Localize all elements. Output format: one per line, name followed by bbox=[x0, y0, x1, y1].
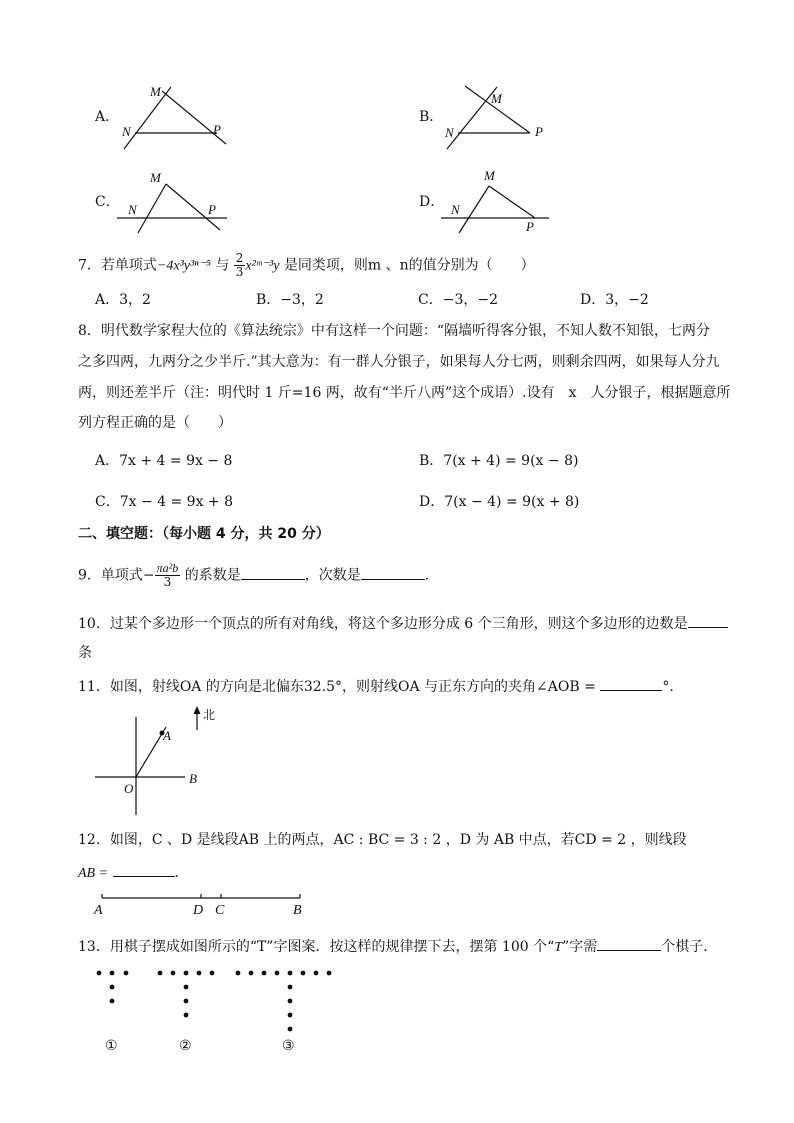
q8-line-2: 之多四两，九两分之少半斤.”其大意为：有一群人分银子，如果每人分七两，则剩余四两，如果每人分九 bbox=[78, 354, 720, 370]
q12-line-2: AB = bbox=[78, 866, 109, 881]
q9-frac-num: πa²b bbox=[156, 561, 179, 575]
q12-end: . bbox=[174, 865, 179, 881]
q9-mid: 的系数是 bbox=[184, 567, 241, 584]
q9-pre: 9．单项式 bbox=[78, 567, 143, 584]
q13-post: ”字需 bbox=[562, 939, 598, 955]
q7-frac-num: 2 bbox=[235, 251, 244, 265]
q8-option-d: D．7(x − 4) = 9(x + 8) bbox=[419, 494, 580, 510]
north-label: 北 bbox=[203, 708, 216, 722]
point-a-label: A bbox=[163, 728, 171, 743]
q8-option-b: B．7(x + 4) = 9(x − 8) bbox=[419, 453, 579, 469]
q11-text: 11．如图，射线OA 的方向是北偏东32.5°，则射线OA 与正东方向的夹角∠AOB = bbox=[78, 679, 596, 695]
q7-pre: 若单项式 bbox=[100, 257, 157, 274]
q8-option-a: A．7x + 4 = 9x − 8 bbox=[95, 453, 233, 469]
t-pattern-3 bbox=[236, 971, 332, 1032]
q9-frac-den: 3 bbox=[163, 575, 172, 589]
section-2-title: 二、填空题：（每小题 4 分，共 20 分） bbox=[78, 526, 330, 542]
pattern-label-2: ② bbox=[179, 1038, 192, 1054]
point-n-label: N bbox=[445, 125, 454, 140]
question-9: 9．单项式− $\frac{\text{πa²b}}{3}$ 的系数是 ，次数是 . bbox=[78, 561, 430, 589]
q7-expr1: −4x³y³ⁿ⁻⁵ bbox=[156, 258, 211, 274]
q11-end: °. bbox=[662, 679, 674, 695]
point-n-label: N bbox=[451, 202, 460, 217]
q10-line-1: 10．过某个多边形一个顶点的所有对角线，将这个多边形分成 6 个三角形，则这个多边形的边数是 bbox=[78, 616, 688, 632]
option-b-label: B． bbox=[419, 109, 444, 125]
t-pattern-2 bbox=[158, 971, 215, 1018]
q9-mid2: ，次数是 bbox=[304, 567, 361, 584]
q8-line-1: 8．明代数学家程大位的《算法统宗》中有这样一个问题：“隔墙听得客分银，不知人数不知银，七两分 bbox=[78, 323, 711, 339]
point-p-label: P bbox=[535, 124, 543, 139]
segment-b-label: B bbox=[293, 903, 302, 918]
segment-d-label: D bbox=[193, 903, 204, 918]
point-m-label: M bbox=[150, 84, 161, 99]
q7-option-b: B．−3，2 bbox=[256, 292, 324, 308]
q13-end: 个棋子． bbox=[661, 939, 718, 955]
q8-option-c: C．7x − 4 = 9x + 8 bbox=[95, 494, 234, 510]
point-m-label: M bbox=[491, 91, 502, 106]
point-n-label: N bbox=[128, 202, 137, 217]
q8-line-4: 列方程正确的是（ ） bbox=[78, 415, 232, 431]
q8-line-3: 两，则还差半斤（注：明代时 1 斤=16 两，故有“半斤八两”这个成语）.设有 x 人分银子，根据题意所 bbox=[78, 385, 731, 401]
point-p-label: P bbox=[213, 122, 221, 137]
pattern-label-3: ③ bbox=[282, 1038, 295, 1054]
q7-option-d: D．3，−2 bbox=[580, 292, 649, 308]
point-o-label: O bbox=[124, 781, 134, 796]
option-d-label: D． bbox=[419, 194, 445, 210]
option-a-label: A． bbox=[95, 109, 120, 125]
q7-expr2: x²ᵐ⁻³y bbox=[245, 258, 280, 274]
q7-frac-den: 3 bbox=[235, 265, 244, 279]
t-pattern-1 bbox=[97, 971, 129, 1004]
q7-post: 是同类项，则m 、n的值分别为（ ） bbox=[283, 257, 535, 274]
q13-pre: 13．用棋子摆成如图所示的“T”字图案．按这样的规律摆下去，摆第 100 个“ bbox=[78, 939, 555, 955]
point-m-label: M bbox=[150, 170, 161, 185]
q7-option-a: A．3，2 bbox=[95, 292, 151, 308]
segment-c-label: C bbox=[215, 903, 225, 918]
point-p-label: P bbox=[208, 202, 216, 217]
point-p-label: P bbox=[526, 219, 534, 234]
q7-option-c: C．−3，−2 bbox=[418, 292, 498, 308]
segment-a-label: A bbox=[94, 903, 103, 918]
q9-end: . bbox=[424, 567, 430, 584]
pattern-label-1: ① bbox=[105, 1038, 118, 1054]
q10-line-2: 条 bbox=[78, 645, 92, 661]
point-m-label: M bbox=[484, 168, 495, 183]
q7-number: 7． bbox=[78, 257, 101, 274]
q7-mid: 与 bbox=[215, 257, 230, 274]
point-n-label: N bbox=[122, 124, 131, 139]
q13-t: T bbox=[554, 940, 563, 955]
option-c-label: C． bbox=[95, 194, 120, 210]
point-b-label: B bbox=[189, 771, 197, 786]
q12-line-1: 12．如图，C 、D 是线段AB 上的两点，AC : BC = 3 : 2 ，D 为 AB 中点，若CD = 2 ，则线段 bbox=[78, 832, 687, 848]
